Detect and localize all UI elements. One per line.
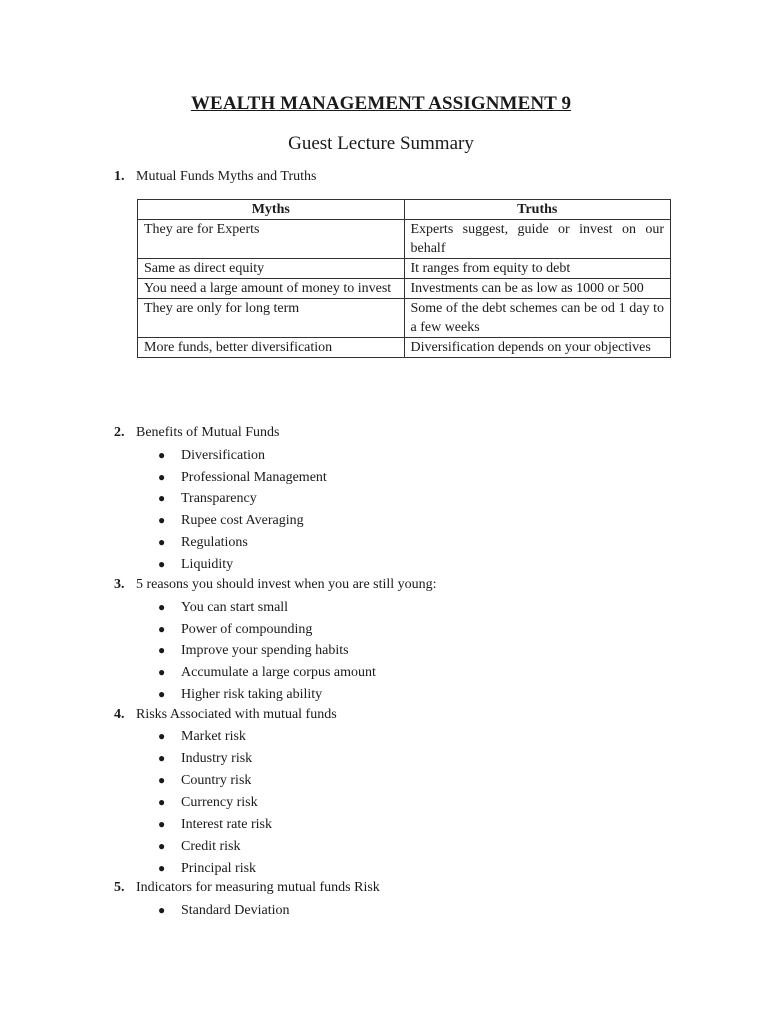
- table-cell: Investments can be as low as 1000 or 500: [404, 279, 671, 299]
- table-row: [138, 338, 671, 358]
- bullet-icon: ●: [158, 557, 166, 571]
- table-cell: It ranges from equity to debt: [404, 259, 671, 279]
- bullet-icon: ●: [158, 448, 166, 462]
- list-item: ● Credit risk: [158, 839, 241, 854]
- table-header-row: [138, 200, 671, 220]
- table-row: [138, 299, 671, 338]
- bullet-icon: ●: [158, 795, 166, 809]
- bullet-icon: ●: [158, 903, 166, 917]
- section-title: Risks Associated with mutual funds: [136, 707, 337, 722]
- section-heading-1: [114, 168, 316, 186]
- list-item: ● Principal risk: [158, 861, 257, 876]
- myths-truths-table: [137, 199, 671, 358]
- section-number: 5.: [114, 880, 125, 895]
- table-cell: Experts suggest, guide or invest on our behalf: [404, 220, 671, 259]
- section-number: 2.: [114, 425, 125, 440]
- table-header-truths: Truths: [404, 200, 671, 220]
- section-heading-4: [114, 706, 337, 724]
- table-cell: More funds, better diversification: [138, 338, 405, 358]
- bullet-icon: ●: [158, 600, 166, 614]
- bullet-icon: ●: [158, 729, 166, 743]
- list-item: ● Country risk: [158, 773, 252, 788]
- list-item: ● Accumulate a large corpus amount: [158, 665, 376, 680]
- bullet-icon: ●: [158, 817, 166, 831]
- bullet-icon: ●: [158, 535, 166, 549]
- section-heading-5: [114, 879, 380, 897]
- list-item: ● Industry risk: [158, 751, 253, 766]
- bullet-icon: ●: [158, 622, 166, 636]
- table-cell: Same as direct equity: [138, 259, 405, 279]
- section-heading-2: [114, 424, 280, 442]
- list-item: ● Professional Management: [158, 470, 327, 485]
- table-row: [138, 220, 671, 259]
- bullet-icon: ●: [158, 513, 166, 527]
- bullet-icon: ●: [158, 773, 166, 787]
- list-item: ● Higher risk taking ability: [158, 687, 323, 702]
- list-item: ● Market risk: [158, 729, 246, 744]
- document-subtitle: Guest Lecture Summary: [288, 133, 474, 154]
- list-item: ● Liquidity: [158, 557, 234, 572]
- list-item: ● Currency risk: [158, 795, 258, 810]
- section-title: 5 reasons you should invest when you are still young:: [136, 577, 437, 592]
- table-cell: Some of the debt schemes can be od 1 day to a few weeks: [404, 299, 671, 338]
- table-row: [138, 279, 671, 299]
- section-title: Indicators for measuring mutual funds Risk: [136, 880, 380, 895]
- bullet-icon: ●: [158, 751, 166, 765]
- section-heading-3: [114, 576, 437, 594]
- document-title: WEALTH MANAGEMENT ASSIGNMENT 9: [190, 93, 572, 114]
- list-item: ● Regulations: [158, 535, 248, 550]
- table-cell: You need a large amount of money to invest: [138, 279, 405, 299]
- table-cell: They are for Experts: [138, 220, 405, 259]
- list-item: ● Standard Deviation: [158, 903, 290, 918]
- bullet-icon: ●: [158, 665, 166, 679]
- section-title: Benefits of Mutual Funds: [136, 425, 280, 440]
- bullet-icon: ●: [158, 491, 166, 505]
- section-title: Mutual Funds Myths and Truths: [136, 169, 317, 184]
- section-number: 3.: [114, 577, 125, 592]
- bullet-icon: ●: [158, 687, 166, 701]
- list-item: ● Transparency: [158, 491, 257, 506]
- table-row: [138, 259, 671, 279]
- list-item: ● You can start small: [158, 600, 289, 615]
- list-item: ● Improve your spending habits: [158, 643, 349, 658]
- table-cell: Diversification depends on your objectives: [404, 338, 671, 358]
- bullet-icon: ●: [158, 643, 166, 657]
- table-cell: They are only for long term: [138, 299, 405, 338]
- list-item: ● Rupee cost Averaging: [158, 513, 304, 528]
- list-item: ● Power of compounding: [158, 622, 313, 637]
- bullet-icon: ●: [158, 861, 166, 875]
- table-header-myths: Myths: [138, 200, 405, 220]
- bullet-icon: ●: [158, 839, 166, 853]
- section-number: 1.: [114, 169, 125, 184]
- bullet-icon: ●: [158, 470, 166, 484]
- list-item: ● Diversification: [158, 448, 265, 463]
- section-number: 4.: [114, 707, 125, 722]
- list-item: ● Interest rate risk: [158, 817, 272, 832]
